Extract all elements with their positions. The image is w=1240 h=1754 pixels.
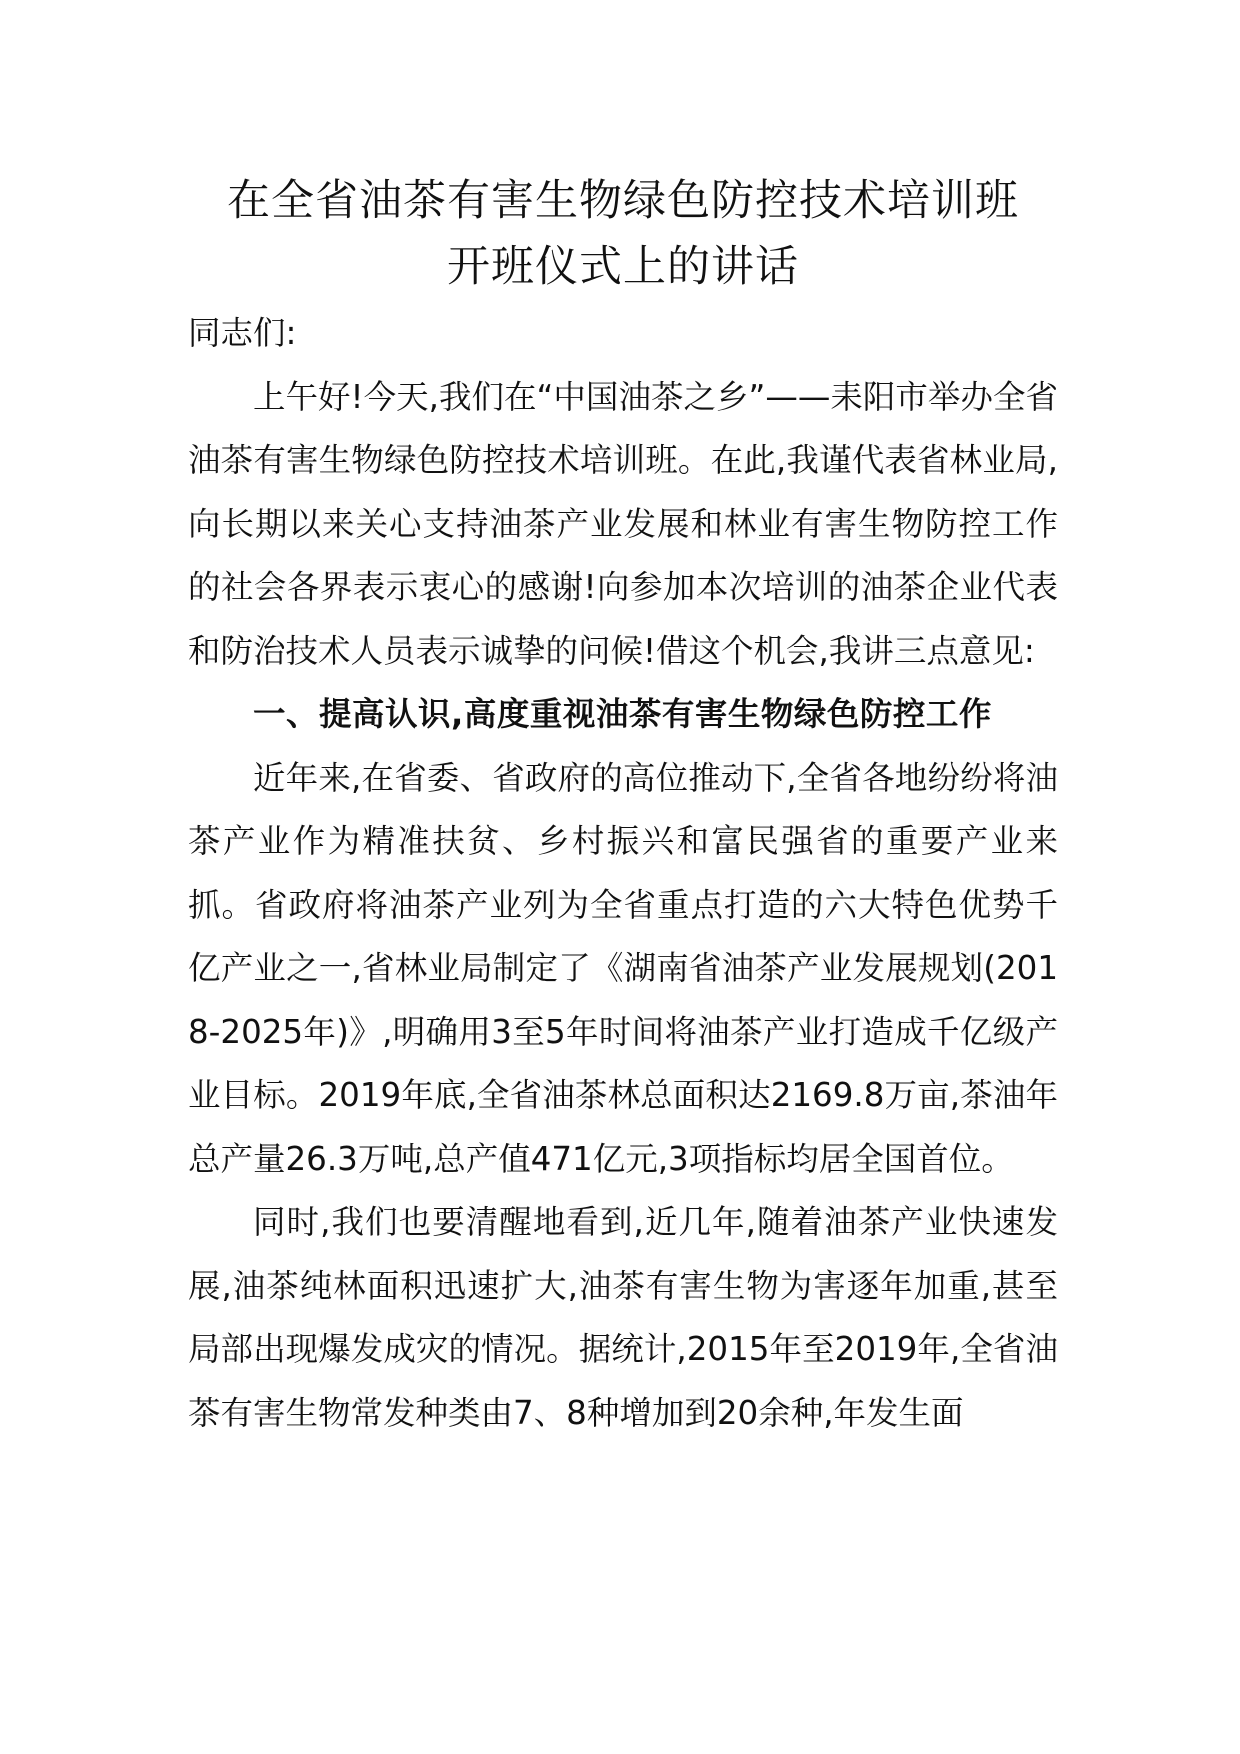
paragraph-greeting: 上午好!今天,我们在“中国油茶之乡”——耒阳市举办全省油茶有害生物绿色防控技术培训班。在此,我谨代表省林业局,向长期以来关心支持油茶产业发展和林业有害生物防控工作的社会各界表示衷心的感谢!向参加本次培训的油茶企业代表和防治技术人员表示诚挚的问候!借这个机会,我讲三点意见: bbox=[188, 377, 1058, 670]
section-heading-1: 一、提高认识,高度重视油茶有害生物绿色防控工作 bbox=[253, 695, 992, 733]
paragraph-background: 近年来,在省委、省政府的高位推动下,全省各地纷纷将油茶产业作为精准扶贫、乡村振兴和富民强省的重要产业来抓。省政府将油茶产业列为全省重点打造的六大特色优势千亿产业之一,省林业局制定了《湖南省油茶产业发展规划(2018-2025年)》,明确用3至5年时间将油茶产业打造成千亿级产业目标。2019年底,全省油茶林总面积达2169.8万亩,茶油年总产量26.3万吨,总产值471亿元,3项指标均居全国首位。 bbox=[188, 758, 1058, 1178]
salutation: 同志们: bbox=[188, 314, 297, 352]
title-line-2: 开班仪式上的讲话 bbox=[447, 242, 799, 292]
paragraph-challenges: 同时,我们也要清醒地看到,近几年,随着油茶产业快速发展,油茶纯林面积迅速扩大,油茶有害生物为害逐年加重,甚至局部出现爆发成灾的情况。据统计,2015年至2019年,全省油茶有害生物常发种类由7、8种增加到20余种,年发生面 bbox=[188, 1203, 1058, 1432]
document-body bbox=[188, 302, 1058, 1445]
title-line-1: 在全省油茶有害生物绿色防控技术培训班 bbox=[227, 176, 1019, 226]
document-page bbox=[188, 168, 1058, 1445]
document-title bbox=[188, 168, 1058, 300]
